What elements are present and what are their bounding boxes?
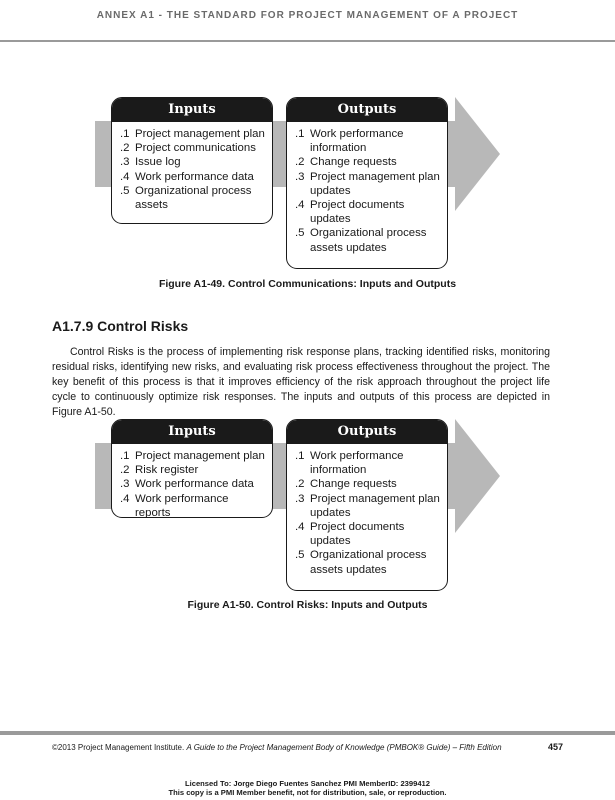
list-item: .4 Work performance reports xyxy=(120,492,229,518)
page-number: 457 xyxy=(547,742,563,752)
inputs-heading: Inputs xyxy=(112,420,272,444)
list-item: .5 Organizational process assets updates xyxy=(295,227,427,254)
inputs-box xyxy=(111,419,273,518)
list-item: .3 Work performance data xyxy=(120,478,254,491)
list-item: .1 Work performance information xyxy=(295,128,404,155)
list-item: .4 Work performance data xyxy=(120,170,254,183)
list-item: .1 Project management plan xyxy=(120,450,265,462)
license-line: This copy is a PMI Member benefit, not for distribution, sale, or reproduction. xyxy=(168,788,447,797)
list-item: .2 Risk register xyxy=(120,464,199,477)
list-item: .2 Project communications xyxy=(120,142,256,155)
figure-caption: Figure A1-49. Control Communications: Inputs and Outputs xyxy=(158,278,457,290)
list-item: .5 Organizational process assets xyxy=(120,184,252,212)
list-item: .3 Project management plan updates xyxy=(295,170,440,197)
footer-copyright: ©2013 Project Management Institute. A Guide to the Project Management Body of Knowledge (PMBOK® Guide) – Fifth Edition xyxy=(52,743,502,752)
list-item: .3 Issue log xyxy=(120,156,181,169)
inputs-heading: Inputs xyxy=(112,98,272,122)
header-divider xyxy=(0,40,615,42)
license-line: Licensed To: Jorge Diego Fuentes Sanchez PMI MemberID: 2399412 xyxy=(184,779,431,788)
inputs-box xyxy=(111,97,273,224)
outputs-list xyxy=(287,122,447,255)
outputs-heading: Outputs xyxy=(287,420,447,444)
list-item: .1 Project management plan xyxy=(120,128,265,140)
list-item: .5 Organizational process assets updates xyxy=(295,549,427,576)
license-notice xyxy=(0,779,615,797)
outputs-box xyxy=(286,97,448,269)
outputs-box xyxy=(286,419,448,591)
section-heading: A1.7.9 Control Risks xyxy=(52,318,189,334)
figure-caption: Figure A1-50. Control Risks: Inputs and Outputs xyxy=(187,599,428,611)
list-item: .2 Change requests xyxy=(295,478,397,491)
outputs-heading: Outputs xyxy=(287,98,447,122)
inputs-list xyxy=(112,444,272,518)
section-paragraph: Control Risks is the process of implementing risk response plans, tracking identified risks, monitoring residual risks, identifying new risks, and evaluating risk process effectiveness throughout the project. The key benefit of this process is that it improves efficiency of the risk approach throughout the project life cycle to continuously optimize risk responses. The inputs and outputs of this process are depicted in Figure A1-50. xyxy=(52,346,550,418)
footer-book-title: A Guide to the Project Management Body of Knowledge (PMBOK® Guide) – Fifth Edition xyxy=(186,743,502,752)
figure-a1-50 xyxy=(0,419,615,619)
inputs-list xyxy=(112,122,272,212)
list-item: .4 Project documents updates xyxy=(295,199,405,226)
list-item: .3 Project management plan updates xyxy=(295,492,440,519)
list-item: .2 Change requests xyxy=(295,156,397,169)
outputs-list xyxy=(287,444,447,577)
footer-divider xyxy=(0,731,615,735)
list-item: .1 Work performance information xyxy=(295,450,404,477)
figure-a1-49 xyxy=(0,97,615,297)
running-header: ANNEX A1 - THE STANDARD FOR PROJECT MANAGEMENT OF A PROJECT xyxy=(96,10,519,21)
list-item: .4 Project documents updates xyxy=(295,521,405,548)
